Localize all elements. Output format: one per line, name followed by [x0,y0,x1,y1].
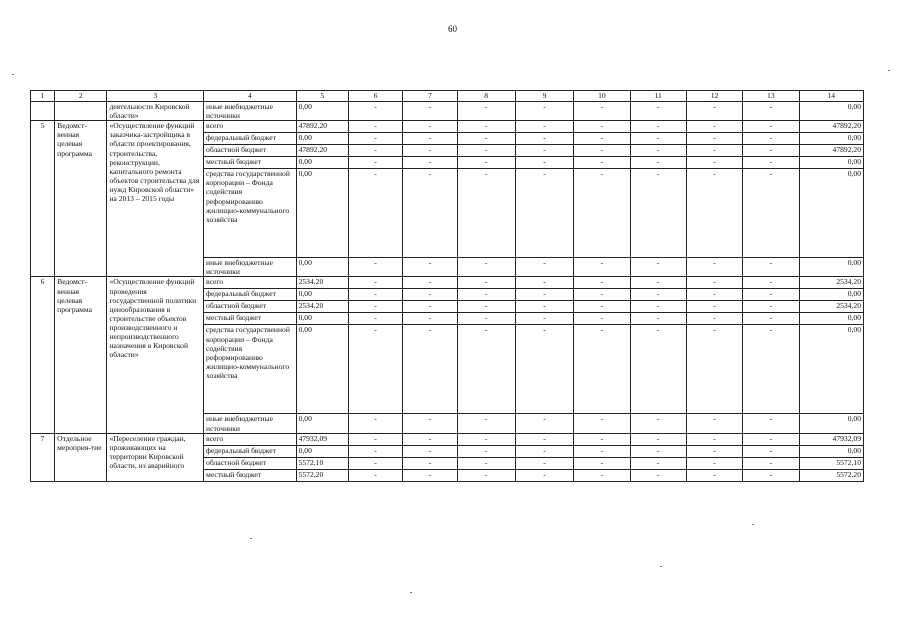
funding-source: всего [204,277,297,289]
funding-source: местный бюджет [204,469,297,481]
dash-cell: - [403,433,457,445]
dash-cell: - [574,325,630,414]
measure-name: «Осуществление функций заказчика-застройщика в области проектирования, строительства, реконструкции, капитального ремонта объектов строительства для нужд Кировской области» на 2013 – 2015 годы [107,121,204,277]
row-number: 5 [31,121,55,277]
dash-cell: - [515,325,573,414]
dash-cell: - [403,457,457,469]
dash-cell: - [515,133,573,145]
dash-cell: - [574,258,630,277]
dash-cell: - [686,313,742,325]
table-row [31,121,864,133]
dash-cell: - [686,121,742,133]
dash-cell: - [630,102,686,121]
funding-source: федеральный бюджет [204,133,297,145]
dash-cell: - [686,169,742,258]
dash-cell: - [403,157,457,169]
dash-cell: - [348,121,402,133]
dash-cell: - [743,258,799,277]
dash-cell: - [574,313,630,325]
dash-cell: - [348,157,402,169]
dash-cell: - [743,289,799,301]
dash-cell: - [630,414,686,433]
value-col14: 47892,20 [799,121,863,133]
funding-source: областной бюджет [204,457,297,469]
dash-cell: - [630,313,686,325]
dash-cell: - [403,313,457,325]
dash-cell: - [515,277,573,289]
dash-cell: - [574,169,630,258]
funding-source: областной бюджет [204,145,297,157]
dash-cell: - [348,258,402,277]
dash-cell: - [403,102,457,121]
dash-cell: - [403,301,457,313]
dash-cell: - [630,121,686,133]
dash-cell: - [403,145,457,157]
dash-cell: - [743,313,799,325]
dash-cell: - [686,457,742,469]
dash-cell: - [574,457,630,469]
dash-cell: - [574,469,630,481]
dash-cell: - [686,258,742,277]
value-col5: 0,00 [296,313,348,325]
scan-speck [888,70,890,71]
measure-type: Отдельное мероприя-тие [55,433,107,481]
dash-cell: - [515,313,573,325]
dash-cell: - [686,133,742,145]
dash-cell: - [743,157,799,169]
dash-cell: - [630,433,686,445]
value-col14: 47932,09 [799,433,863,445]
dash-cell: - [630,325,686,414]
dash-cell: - [686,325,742,414]
funding-source: всего [204,433,297,445]
value-col14: 5572,20 [799,469,863,481]
column-number: 1 [31,91,55,102]
value-col5: 0,00 [296,325,348,414]
dash-cell: - [574,133,630,145]
dash-cell: - [686,433,742,445]
dash-cell: - [743,325,799,414]
dash-cell: - [515,457,573,469]
dash-cell: - [457,313,515,325]
column-number: 9 [515,91,573,102]
dash-cell: - [515,145,573,157]
funding-source: средства государственной корпорации – Фонда содействия реформированию жилищно-коммунального хозяйства [204,169,297,258]
value-col5: 0,00 [296,445,348,457]
funding-source: местный бюджет [204,313,297,325]
dash-cell: - [457,289,515,301]
dash-cell: - [743,457,799,469]
value-col14: 0,00 [799,445,863,457]
measure-name: «Осуществление функций проведения государственной политики ценообразования в строительстве объектов производственного и непроизводственного назначения в Кировской области» [107,277,204,433]
dash-cell: - [348,414,402,433]
scan-speck [12,74,14,75]
measure-type: Ведомст-венная целевая программа [55,277,107,433]
value-col5: 0,00 [296,102,348,121]
dash-cell: - [348,277,402,289]
dash-cell: - [574,445,630,457]
dash-cell: - [348,469,402,481]
dash-cell: - [743,301,799,313]
dash-cell: - [348,313,402,325]
measure-name: «Переселение граждан, проживающих на территории Кировской области, из аварийного [107,433,204,481]
dash-cell: - [686,289,742,301]
dash-cell: - [348,289,402,301]
dash-cell: - [686,445,742,457]
dash-cell: - [515,414,573,433]
dash-cell: - [574,277,630,289]
value-col14: 0,00 [799,313,863,325]
dash-cell: - [630,145,686,157]
dash-cell: - [403,121,457,133]
dash-cell: - [457,445,515,457]
value-col5: 0,00 [296,169,348,258]
dash-cell: - [630,445,686,457]
column-number: 12 [686,91,742,102]
funding-source: иные внебюджетные источники [204,102,297,121]
funding-source: всего [204,121,297,133]
value-col5: 47932,09 [296,433,348,445]
dash-cell: - [457,277,515,289]
dash-cell: - [574,157,630,169]
column-number: 13 [743,91,799,102]
dash-cell: - [686,102,742,121]
value-col5: 0,00 [296,289,348,301]
dash-cell: - [515,289,573,301]
scan-speck [752,524,754,525]
dash-cell: - [348,102,402,121]
column-number: 5 [296,91,348,102]
dash-cell: - [457,433,515,445]
dash-cell: - [457,457,515,469]
table-row [31,433,864,445]
scan-speck [410,592,412,593]
value-col5: 5572,10 [296,457,348,469]
dash-cell: - [574,145,630,157]
dash-cell: - [686,145,742,157]
value-col14: 47892,20 [799,145,863,157]
dash-cell: - [743,121,799,133]
dash-cell: - [743,277,799,289]
dash-cell: - [630,157,686,169]
dash-cell: - [457,133,515,145]
dash-cell: - [515,469,573,481]
dash-cell: - [743,145,799,157]
scan-speck [660,566,662,567]
value-col5: 5572,20 [296,469,348,481]
dash-cell: - [630,469,686,481]
dash-cell: - [348,457,402,469]
measure-name: деятельности Кировской области» [107,102,204,121]
value-col14: 2534,20 [799,277,863,289]
dash-cell: - [457,145,515,157]
dash-cell: - [574,289,630,301]
dash-cell: - [403,325,457,414]
dash-cell: - [574,301,630,313]
row-number: 7 [31,433,55,481]
dash-cell: - [630,133,686,145]
value-col14: 0,00 [799,133,863,145]
dash-cell: - [457,325,515,414]
header-row [31,91,864,102]
dash-cell: - [457,469,515,481]
measure-type: Ведомст-венная целевая программа [55,121,107,277]
column-number: 14 [799,91,863,102]
dash-cell: - [515,301,573,313]
funding-source: федеральный бюджет [204,289,297,301]
column-number: 10 [574,91,630,102]
dash-cell: - [457,258,515,277]
funding-source: федеральный бюджет [204,445,297,457]
row-number: 6 [31,277,55,433]
dash-cell: - [630,277,686,289]
dash-cell: - [403,445,457,457]
dash-cell: - [630,169,686,258]
dash-cell: - [630,301,686,313]
dash-cell: - [348,445,402,457]
dash-cell: - [403,169,457,258]
dash-cell: - [515,102,573,121]
dash-cell: - [515,169,573,258]
funding-source: иные внебюджетные источники [204,414,297,433]
dash-cell: - [515,157,573,169]
column-number: 7 [403,91,457,102]
scan-speck [250,538,252,539]
dash-cell: - [403,258,457,277]
column-number: 3 [107,91,204,102]
value-col14: 0,00 [799,258,863,277]
dash-cell: - [457,414,515,433]
column-number: 11 [630,91,686,102]
value-col14: 0,00 [799,414,863,433]
dash-cell: - [515,121,573,133]
dash-cell: - [348,145,402,157]
dash-cell: - [348,301,402,313]
value-col14: 5572,10 [799,457,863,469]
dash-cell: - [686,277,742,289]
budget-table [30,90,864,482]
dash-cell: - [457,121,515,133]
dash-cell: - [743,102,799,121]
value-col5: 0,00 [296,258,348,277]
dash-cell: - [403,414,457,433]
value-col14: 2534,20 [799,301,863,313]
dash-cell: - [743,133,799,145]
dash-cell: - [515,433,573,445]
dash-cell: - [630,258,686,277]
dash-cell: - [574,121,630,133]
dash-cell: - [348,169,402,258]
dash-cell: - [574,433,630,445]
value-col5: 0,00 [296,414,348,433]
value-col5: 0,00 [296,157,348,169]
column-number: 2 [55,91,107,102]
dash-cell: - [515,258,573,277]
dash-cell: - [457,169,515,258]
dash-cell: - [630,289,686,301]
dash-cell: - [403,469,457,481]
dash-cell: - [743,169,799,258]
value-col14: 0,00 [799,157,863,169]
funding-source: иные внебюджетные источники [204,258,297,277]
column-number: 8 [457,91,515,102]
dash-cell: - [457,301,515,313]
dash-cell: - [743,445,799,457]
value-col5: 47892,20 [296,145,348,157]
value-col14: 0,00 [799,325,863,414]
dash-cell: - [457,157,515,169]
dash-cell: - [686,414,742,433]
dash-cell: - [403,133,457,145]
value-col5: 47892,20 [296,121,348,133]
value-col5: 2534,20 [296,277,348,289]
dash-cell: - [686,301,742,313]
dash-cell: - [686,157,742,169]
dash-cell: - [743,414,799,433]
dash-cell: - [574,102,630,121]
funding-source: средства государственной корпорации – Фонда содействия реформированию жилищно-коммунального хозяйства [204,325,297,414]
dash-cell: - [630,457,686,469]
dash-cell: - [574,414,630,433]
dash-cell: - [348,325,402,414]
cell-empty [31,102,55,121]
value-col14: 0,00 [799,102,863,121]
value-col14: 0,00 [799,289,863,301]
value-col14: 0,00 [799,169,863,258]
table-row [31,277,864,289]
dash-cell: - [348,433,402,445]
funding-source: местный бюджет [204,157,297,169]
value-col5: 0,00 [296,133,348,145]
dash-cell: - [515,445,573,457]
cell-empty [55,102,107,121]
dash-cell: - [743,469,799,481]
dash-cell: - [457,102,515,121]
continuation-row [31,102,864,121]
dash-cell: - [403,289,457,301]
column-number: 6 [348,91,402,102]
dash-cell: - [743,433,799,445]
dash-cell: - [403,277,457,289]
dash-cell: - [686,469,742,481]
value-col5: 2534,20 [296,301,348,313]
dash-cell: - [348,133,402,145]
funding-source: областной бюджет [204,301,297,313]
page-number: 60 [448,24,457,34]
column-number: 4 [204,91,297,102]
